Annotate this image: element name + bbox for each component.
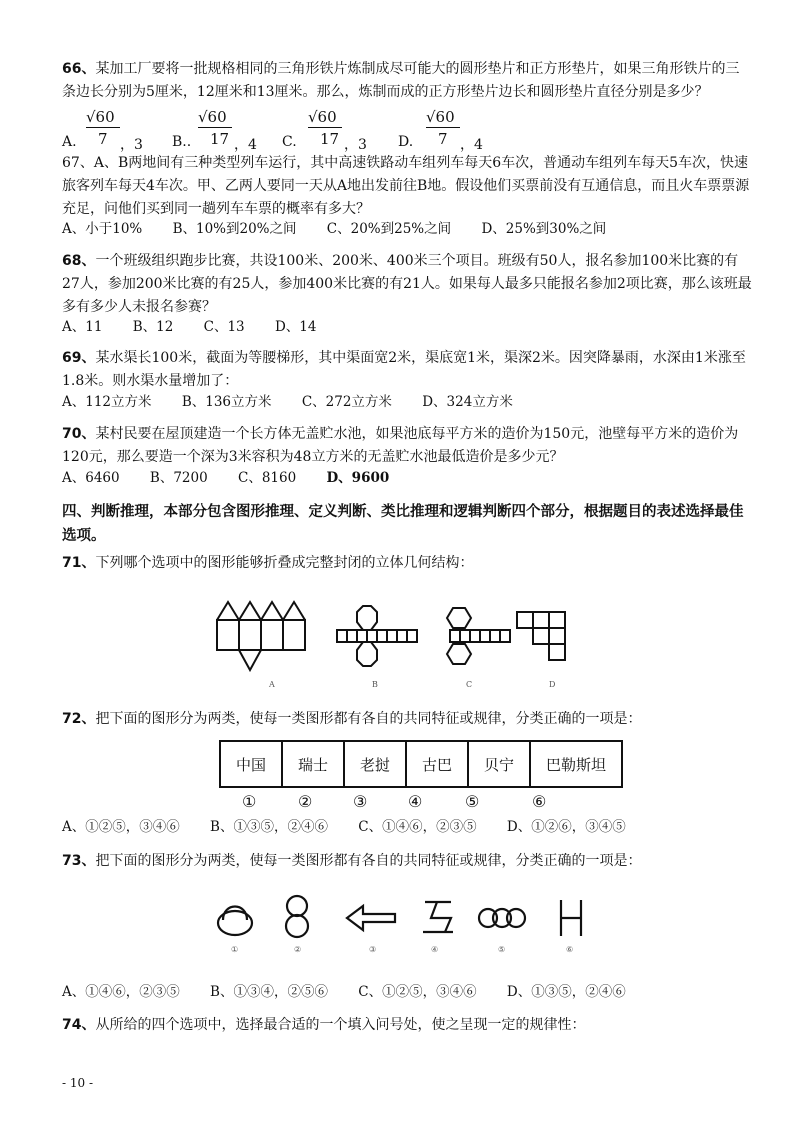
question-67-options bbox=[62, 219, 632, 239]
option-b: B、①③④，②⑤⑥ bbox=[210, 984, 328, 1000]
option-key: D. bbox=[398, 134, 414, 150]
question-text: A、B两地间有三种类型列车运行，其中高速铁路动车组列车每天6车次，普通动车组列车每天5车次，快速旅客列车每天4车次。甲、乙两人要同一天从A地出发前往B地。假设他们买票前没有互通信息，而且火车票票源充足，问他们买到同一趟列车车票的概率有多大？ bbox=[62, 155, 750, 217]
shape-marker-5: ⑤ bbox=[498, 945, 506, 954]
option-key: B.. bbox=[172, 134, 192, 150]
question-69 bbox=[62, 347, 752, 393]
question-73 bbox=[62, 850, 752, 873]
question-67 bbox=[62, 152, 752, 221]
fraction-bar bbox=[198, 127, 232, 128]
marker-6: ⑥ bbox=[532, 792, 547, 811]
question-text: 某村民要在屋顶建造一个长方体无盖贮水池，如果池底每平方米的造价为150元，池壁每平方米的造价为120元，那么要造一个深为3米容积为48立方米的无盖贮水池最低造价是多少元？ bbox=[62, 426, 739, 465]
option-b: B、12 bbox=[132, 319, 174, 335]
cell-4: 古巴 bbox=[406, 741, 468, 787]
question-number: 70、 bbox=[62, 426, 96, 442]
shapes-figure bbox=[205, 890, 605, 955]
option-a: A、小于10% bbox=[62, 221, 143, 237]
question-68-options bbox=[62, 317, 342, 337]
marker-5: ⑤ bbox=[465, 792, 480, 811]
question-73-options bbox=[62, 982, 652, 1002]
fraction-denominator: 7 bbox=[98, 130, 108, 148]
question-number: 67、 bbox=[62, 155, 94, 171]
fraction-bar bbox=[308, 127, 342, 128]
option-c: C、①②⑤，③④⑥ bbox=[358, 984, 477, 1000]
option-a: A、①④⑥，②③⑤ bbox=[62, 984, 180, 1000]
option-d: D、25%到30%之间 bbox=[481, 221, 607, 237]
fraction-denominator: 7 bbox=[438, 130, 448, 148]
option-d: D、①③⑤，②④⑥ bbox=[506, 984, 626, 1000]
option-tail: ，4 bbox=[460, 137, 483, 153]
question-text: 某水渠长100米，截面为等腰梯形，其中渠面宽2米，渠底宽1米，渠深2米。因突降暴雨，水深由1米涨至1.8米。则水渠水量增加了： bbox=[62, 350, 746, 389]
shape-marker-1: ① bbox=[231, 945, 239, 954]
question-70 bbox=[62, 423, 752, 469]
figure-label-b: B bbox=[372, 680, 378, 689]
shape-marker-4: ④ bbox=[431, 945, 439, 954]
cell-2: 瑞士 bbox=[282, 741, 344, 787]
option-d: D、①②⑥，③④⑤ bbox=[506, 819, 626, 835]
question-69-options bbox=[62, 392, 539, 412]
question-71 bbox=[62, 552, 752, 575]
question-text: 把下面的图形分为两类，使每一类图形都有各自的共同特征或规律，分类正确的一项是： bbox=[95, 853, 642, 869]
net-figure bbox=[205, 590, 595, 695]
question-72-options bbox=[62, 817, 652, 837]
net-option-b bbox=[337, 606, 417, 666]
question-66 bbox=[62, 58, 752, 104]
shape-3 bbox=[347, 906, 395, 930]
option-a: A、112立方米 bbox=[62, 394, 152, 410]
marker-3: ③ bbox=[353, 792, 368, 811]
question-70-options bbox=[62, 468, 415, 488]
fraction-bar bbox=[426, 127, 460, 128]
option-c: C、13 bbox=[203, 319, 245, 335]
question-text: 某加工厂要将一批规格相同的三角形铁片炼制成尽可能大的圆形垫片和正方形垫片，如果三角形铁片的三条边长分别为5厘米，12厘米和13厘米。那么，炼制而成的正方形垫片边长和圆形垫片直径分别是多少？ bbox=[62, 61, 740, 100]
marker-2: ② bbox=[298, 792, 313, 811]
option-c: C、①④⑥，②③⑤ bbox=[358, 819, 477, 835]
question-72 bbox=[62, 708, 752, 731]
option-key: C. bbox=[282, 134, 297, 150]
option-a: A、11 bbox=[62, 319, 103, 335]
cell-1: 中国 bbox=[220, 741, 282, 787]
option-c: C、272立方米 bbox=[301, 394, 392, 410]
country-table bbox=[219, 740, 623, 788]
page-number: - 10 - bbox=[62, 1076, 94, 1090]
option-d: D、9600 bbox=[326, 470, 390, 486]
fraction-denominator: 17 bbox=[320, 130, 340, 148]
shape-5 bbox=[479, 909, 525, 927]
cell-5: 贝宁 bbox=[468, 741, 530, 787]
option-key: A. bbox=[62, 134, 77, 150]
option-b: B、10%到20%之间 bbox=[172, 221, 297, 237]
option-tail: ，4 bbox=[234, 137, 257, 153]
cell-3: 老挝 bbox=[344, 741, 406, 787]
fraction-numerator: √60 bbox=[426, 108, 455, 126]
shape-marker-3: ③ bbox=[369, 945, 377, 954]
option-fraction bbox=[198, 108, 230, 148]
option-b: B、136立方米 bbox=[181, 394, 272, 410]
option-fraction bbox=[86, 108, 115, 148]
shape-6 bbox=[561, 900, 581, 936]
figure-label-d: D bbox=[549, 680, 556, 689]
net-option-a bbox=[217, 602, 305, 670]
question-number: 74、 bbox=[62, 1017, 96, 1033]
shape-marker-2: ② bbox=[294, 945, 302, 954]
fraction-bar bbox=[86, 127, 120, 128]
option-d: D、324立方米 bbox=[422, 394, 513, 410]
question-74 bbox=[62, 1014, 752, 1037]
question-number: 68、 bbox=[62, 253, 96, 269]
question-number: 72、 bbox=[62, 711, 96, 727]
option-a: A、①②⑤，③④⑥ bbox=[62, 819, 180, 835]
fraction-numerator: √60 bbox=[198, 108, 227, 126]
shape-marker-6: ⑥ bbox=[566, 945, 574, 954]
cell-6: 巴勒斯坦 bbox=[530, 741, 622, 787]
net-option-d bbox=[517, 612, 565, 660]
question-text: 把下面的图形分为两类，使每一类图形都有各自的共同特征或规律，分类正确的一项是： bbox=[95, 711, 642, 727]
option-fraction bbox=[426, 108, 455, 148]
net-option-c bbox=[447, 608, 510, 664]
question-text: 从所给的四个选项中，选择最合适的一个填入问号处，使之呈现一定的规律性： bbox=[95, 1017, 586, 1033]
marker-1: ① bbox=[242, 792, 257, 811]
figure-label-a: A bbox=[269, 680, 275, 689]
question-68 bbox=[62, 250, 752, 319]
figure-label-c: C bbox=[466, 680, 473, 689]
section-heading: 四、判断推理，本部分包含图形推理、定义判断、类比推理和逻辑判断四个部分，根据题目的表述选择最佳选项。 bbox=[62, 504, 744, 544]
fraction-denominator: 17 bbox=[210, 130, 230, 148]
option-c: C、20%到25%之间 bbox=[326, 221, 452, 237]
question-text: 一个班级组织跑步比赛，共设100米、200米、400米三个项目。班级有50人，报名参加100米比赛的有27人，参加200米比赛的有25人，参加400米比赛的有21人。如果每人最多只能报名参加2项比赛，那么该班最多有多少人未报名参赛？ bbox=[62, 253, 752, 315]
marker-4: ④ bbox=[408, 792, 423, 811]
question-number: 69、 bbox=[62, 350, 96, 366]
option-a: A、6460 bbox=[62, 470, 120, 486]
option-b: B、①③⑤，②④⑥ bbox=[210, 819, 328, 835]
question-number: 73、 bbox=[62, 853, 96, 869]
fraction-numerator: √60 bbox=[86, 108, 115, 126]
shape-4 bbox=[423, 902, 453, 932]
option-b: B、7200 bbox=[149, 470, 208, 486]
question-number: 71、 bbox=[62, 555, 96, 571]
option-tail: ，3 bbox=[344, 137, 367, 153]
question-text: 下列哪个选项中的图形能够折叠成完整封闭的立体几何结构： bbox=[95, 555, 474, 571]
option-d: D、14 bbox=[274, 319, 317, 335]
shape-1 bbox=[218, 907, 252, 936]
question-number: 66、 bbox=[62, 61, 96, 77]
shape-2 bbox=[286, 896, 308, 937]
option-tail: ，3 bbox=[120, 137, 143, 153]
option-c: C、8160 bbox=[237, 470, 297, 486]
fraction-numerator: √60 bbox=[308, 108, 337, 126]
option-fraction bbox=[308, 108, 340, 148]
